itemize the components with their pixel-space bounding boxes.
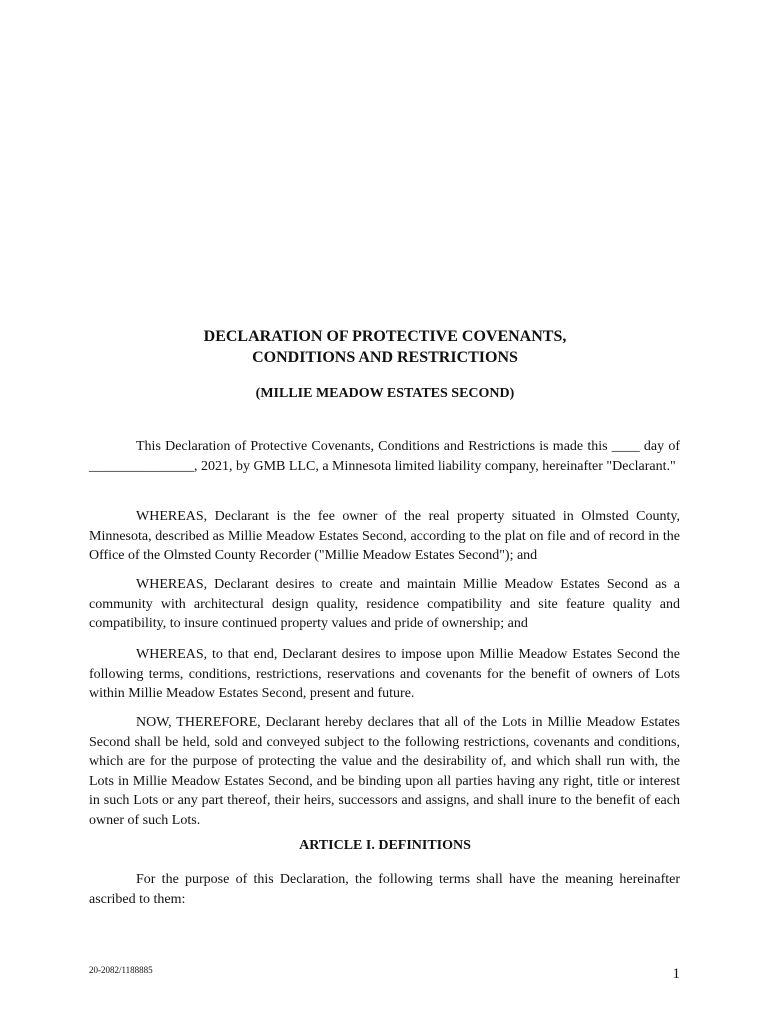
now-therefore-paragraph: NOW, THEREFORE, Declarant hereby declares that all of the Lots in Millie Meadow Estates Second shall be held, sold and conveyed subject to the following restrictions, covenants and conditions, which are for the purpose of protecting the value and the desirability of, and which shall run with, the Lots in Millie Meadow Estates Second, and be binding upon all parties having any right, title or interest in such Lots or any part thereof, their heirs, successors and assigns, and shall inure to the benefit of each owner of such Lots. bbox=[89, 715, 680, 828]
document-title-line-1: DECLARATION OF PROTECTIVE COVENANTS, bbox=[203, 328, 567, 345]
intro-paragraph: This Declaration of Protective Covenants, Conditions and Restrictions is made this ____ day of _______________, 2021, by GMB LLC, a Minnesota limited liability company, hereinafter "Declarant." bbox=[89, 439, 680, 474]
definitions-paragraph: For the purpose of this Declaration, the following terms shall have the meaning hereinafter ascribed to them: bbox=[89, 872, 680, 907]
whereas-paragraph-1: WHEREAS, Declarant is the fee owner of the real property situated in Olmsted County, Minnesota, described as Millie Meadow Estates Second, according to the plat on file and of record in the Office of the Olmsted County Recorder ("Millie Meadow Estates Second"); and bbox=[89, 509, 680, 564]
document-subtitle: (MILLIE MEADOW ESTATES SECOND) bbox=[255, 386, 515, 401]
whereas-paragraph-3: WHEREAS, to that end, Declarant desires to impose upon Millie Meadow Estates Second the following terms, conditions, restrictions, reservations and covenants for the benefit of owners of Lots within Millie Meadow Estates Second, present and future. bbox=[89, 647, 680, 702]
article-heading: ARTICLE I. DEFINITIONS bbox=[299, 838, 471, 853]
document-number: 20-2082/1188885 bbox=[89, 965, 153, 975]
page-number: 1 bbox=[672, 966, 680, 982]
document-title-line-2: CONDITIONS AND RESTRICTIONS bbox=[252, 349, 518, 366]
whereas-paragraph-2: WHEREAS, Declarant desires to create and maintain Millie Meadow Estates Second as a community with architectural design quality, residence compatibility and site feature quality and compatibility, to insure continued property values and pride of ownership; and bbox=[89, 577, 680, 632]
